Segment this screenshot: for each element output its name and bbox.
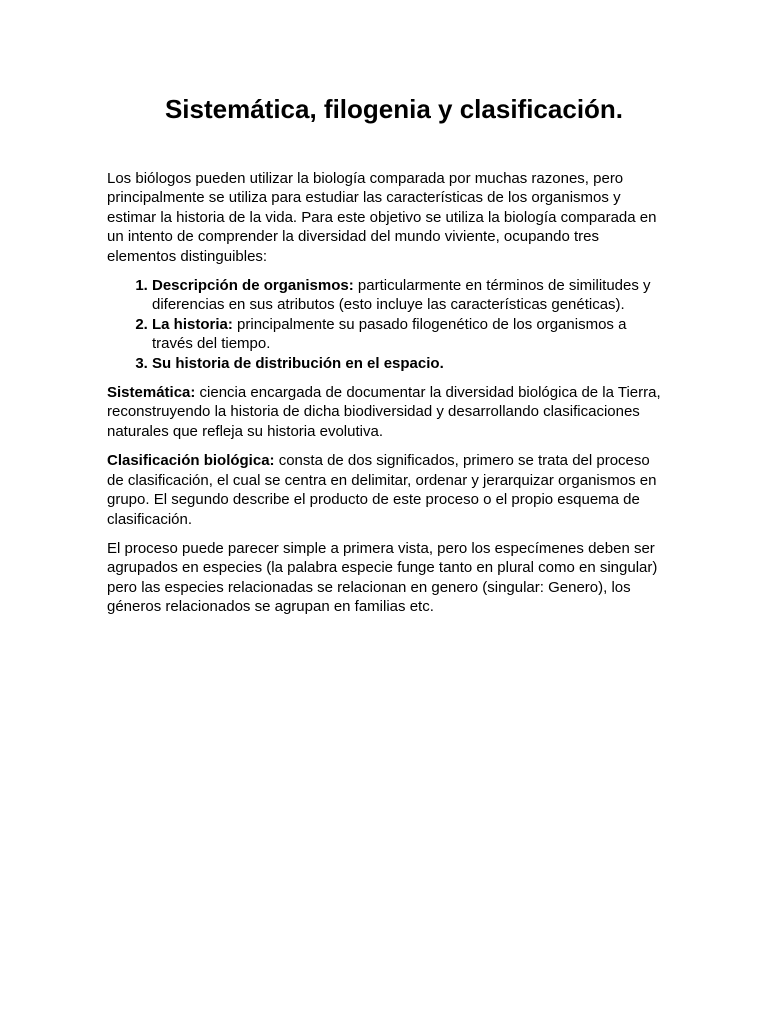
list-item-text: particularmente en términos de similitudes y diferencias en sus atributos (esto incluye las características genéticas). [152, 277, 651, 314]
clasificacion-term: Clasificación biológica: [107, 452, 275, 470]
closing-paragraph: El proceso puede parecer simple a primera vista, pero los especímenes deben ser agrupados en especies (la palabra especie funge tanto en plural como en singular) pero las especies relacionadas se relacionan en genero (singular: Genero), los géneros relacionados se agrupan en familias etc. [107, 539, 658, 616]
list-item [152, 315, 667, 354]
page-title: Sistemática, filogenia y clasificación. [164, 94, 624, 124]
clasificacion-definition: consta de dos significados, primero se trata del proceso de clasificación, el cual se centra en delimitar, ordenar y jerarquizar organismos en grupo. El segundo describe el producto de este proceso o el propio esquema de clasificación. [107, 452, 657, 528]
sistematica-definition: ciencia encargada de documentar la diversidad biológica de la Tierra, reconstruyendo la historia de dicha biodiversidad y desarrollando clasificaciones naturales que refleja su historia evolutiva. [107, 384, 661, 440]
sistematica-term: Sistemática: [107, 384, 196, 402]
clasificacion-paragraph [107, 451, 667, 529]
list-item [152, 354, 667, 373]
intro-paragraph: Los biólogos pueden utilizar la biología comparada por muchas razones, pero principalmente se utiliza para estudiar las características de los organismos y estimar la historia de la vida. Para este objetivo se utiliza la biología comparada en un intento de comprender la diversidad del mundo viviente, ocupando tres elementos distinguibles: [107, 170, 657, 265]
list-item-text: principalmente su pasado filogenético de los organismos a través del tiempo. [152, 315, 627, 353]
list-item [152, 276, 667, 315]
list-item-term: La historia: [152, 315, 233, 333]
document-body [107, 169, 667, 627]
sistematica-paragraph [107, 383, 667, 441]
elements-list [107, 276, 667, 373]
list-item-term: Su historia de distribución en el espacio. [152, 354, 444, 372]
list-item-term: Descripción de organismos: [152, 277, 354, 295]
